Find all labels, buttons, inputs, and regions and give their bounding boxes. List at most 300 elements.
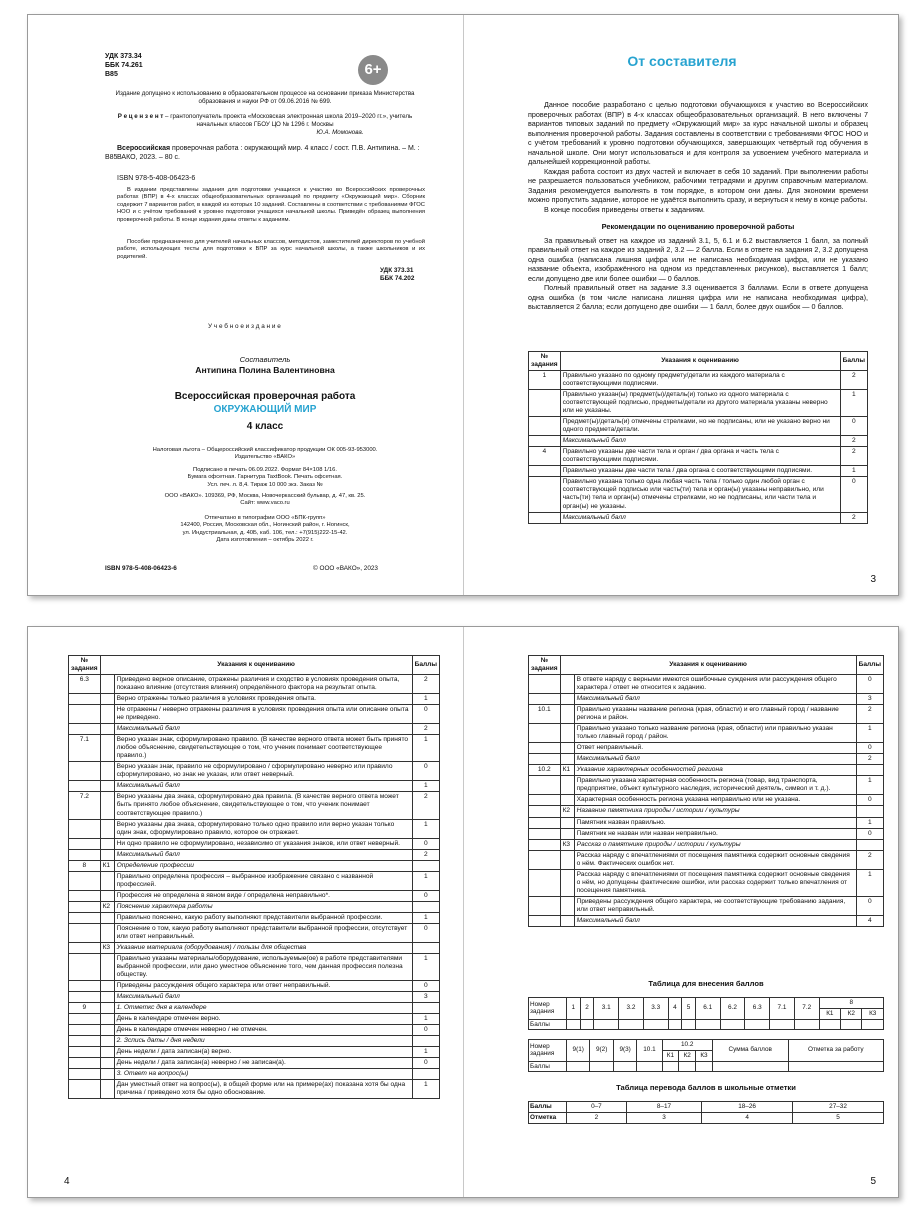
points-cell: 0 — [412, 923, 439, 942]
page-number-4: 4 — [64, 1176, 70, 1187]
score-entry-cell[interactable] — [619, 1019, 644, 1030]
score-entry-cell[interactable] — [637, 1061, 662, 1072]
criterion-cell — [100, 1003, 114, 1014]
final-mark-cell[interactable] — [788, 1061, 883, 1072]
mark-cell: 2 — [567, 1112, 627, 1123]
table-row — [529, 839, 884, 850]
task-number-cell — [69, 981, 101, 992]
points-cell — [412, 860, 439, 871]
task-number-cell — [69, 838, 101, 849]
task-number-cell — [529, 477, 561, 512]
instruction-cell: Характерная особенность региона указана неправильно или не указана. — [574, 795, 856, 806]
table-row — [69, 1036, 440, 1047]
table-row — [529, 466, 868, 477]
bib-code: В85 — [105, 154, 118, 161]
instruction-cell: Предмет(ы)/деталь(и) отмечены стрелками, но не подписаны, или не указано верно ни одного предмета/детали. — [560, 417, 840, 436]
table-row — [69, 901, 440, 912]
instruction-cell: Правильно указаны материалы/оборудование, используемые(ое) в работе представителями выбранной профессии, или дано уместное объяснение того, чем данная профессия полезна обществу. — [114, 953, 412, 980]
grading-table-2 — [68, 655, 440, 1099]
points-cell: 0 — [840, 477, 867, 512]
criterion-cell — [100, 923, 114, 942]
points-cell: 2 — [840, 512, 867, 523]
instruction-cell: Максимальный балл — [114, 992, 412, 1003]
task-number-cell — [529, 817, 561, 828]
points-cell: 1 — [412, 953, 439, 980]
task-number-cell: 1 — [529, 371, 561, 390]
task-number-cell: 4 — [529, 447, 561, 466]
table-row — [69, 871, 440, 890]
table-row — [529, 869, 884, 896]
points-cell: 1 — [412, 912, 439, 923]
instruction-cell: День в календаре отмечен неверно / не отмечен. — [114, 1025, 412, 1036]
criterion-cell — [560, 795, 574, 806]
points-row-header: Баллы — [529, 1019, 567, 1030]
instruction-cell: Рассказ наряду с впечатлениями от посещения памятника содержит основные сведения о нём, но допущены фактические ошибки, или рассказ содержит только впечатления от посещения памятника. — [574, 869, 856, 896]
reviewer-text: – грантополучатель проекта «Московская электронная школа 2019–2020 гг.», учитель начальных классов ГБОУ ЦО № 1296 г. Москвы — [163, 113, 413, 128]
points-range-cell: 0–7 — [567, 1102, 627, 1113]
printer-info — [88, 515, 442, 545]
points-cell: 1 — [856, 817, 883, 828]
task-number-header: Номер задания — [529, 1040, 567, 1062]
instruction-cell: Правильно указаны две части тела и орган / два органа и часть тела с соответствующими подписями. — [560, 447, 840, 466]
table-row — [69, 838, 440, 849]
instruction-cell: Памятник не назван или назван неправильно. — [574, 828, 856, 839]
task-number-cell — [529, 694, 561, 705]
table-row — [69, 981, 440, 992]
table-row — [529, 705, 884, 724]
instruction-cell: Дан уместный ответ на вопрос(ы), в общей форме или на примере(ах) показана хотя бы одна причина / приведено хотя бы одно обоснование. — [114, 1080, 412, 1099]
task-number-cell — [69, 1058, 101, 1069]
print-details — [88, 467, 442, 489]
task-number-cell: 8 — [69, 860, 101, 871]
instruction-cell: Правильно определена профессия – выбранное изображение связано с названной профессией. — [114, 871, 412, 890]
score-entry-cell[interactable] — [643, 1019, 668, 1030]
points-row-header: Баллы — [529, 1061, 567, 1072]
table-row — [69, 675, 440, 694]
task-col-header: 1 — [567, 998, 581, 1020]
col-points: Баллы — [412, 656, 439, 675]
col-instructions: Указания к оцениванию — [100, 656, 412, 675]
task-number-cell — [69, 1014, 101, 1025]
task-number-cell — [529, 743, 561, 754]
criterion-cell — [560, 743, 574, 754]
task-number-cell — [69, 890, 101, 901]
criterion-header: К1 — [662, 1050, 679, 1061]
preface-paragraph-3: В конце пособия приведены ответы к заданиям. — [544, 204, 705, 214]
criterion-header: К3 — [862, 1008, 884, 1019]
task-number-cell — [69, 781, 101, 792]
annotation-2: Пособие предназначено для учителей начальных классов, методистов, заместителей директоров по учебной работе, использующих тесты для подготовки к ВПР за курс начальной школы, а также школьников и их родителей. — [117, 239, 425, 260]
score-entry-cell[interactable] — [696, 1061, 713, 1072]
points-cell: 1 — [840, 466, 867, 477]
table-row — [69, 1047, 440, 1058]
table-row — [69, 1025, 440, 1036]
criterion-cell — [100, 953, 114, 980]
points-cell: 1 — [412, 819, 439, 838]
compiler-text: Антипина Полина Валентиновна — [195, 365, 335, 375]
task-number-cell — [69, 1069, 101, 1080]
bib-title: Всероссийская — [117, 145, 171, 152]
table-row — [529, 436, 868, 447]
instruction-cell: День недели / дата записан(а) неверно / не записан(а). — [114, 1058, 412, 1069]
table-row — [529, 675, 884, 694]
task-number-header: Номер задания — [529, 998, 567, 1020]
table-row — [529, 512, 868, 523]
instruction-cell: День недели / дата записан(а) верно. — [114, 1047, 412, 1058]
criterion-cell — [560, 896, 574, 915]
task-number-cell — [529, 850, 561, 869]
bibliographic-record — [105, 145, 425, 163]
task-col-header: 7.1 — [770, 998, 795, 1020]
points-cell — [856, 765, 883, 776]
score-entry-cell[interactable] — [862, 1019, 884, 1030]
instruction-cell: Правильно указаны название региона (края, области) и его главный город / название региона и район. — [574, 705, 856, 724]
task-col-header: 3.3 — [643, 998, 668, 1020]
recommendations-paragraph-2: Полный правильный ответ на задание 3.3 оценивается 3 баллами. Если в ответе допущена одна ошибка (в том числе написана лишняя цифра или не написана необходимая цифра), выставляется 2 балла; если допущено две ошибки — 1 балл, более двух ошибок — 0 баллов. — [528, 283, 868, 312]
criterion-cell — [100, 724, 114, 735]
table-row — [69, 724, 440, 735]
spread-top — [27, 14, 899, 596]
points-cell: 1 — [840, 390, 867, 417]
task-number-cell — [529, 417, 561, 436]
udk-block-2 — [380, 267, 414, 283]
grading-table-3 — [528, 655, 884, 927]
table-row — [529, 817, 884, 828]
points-cell: 2 — [412, 724, 439, 735]
instruction-cell: Верно указан знак, правило не сформулировано / сформулировано неверно или правило сформулировано, но знак не указан, или ответ неверный. — [114, 762, 412, 781]
table-row — [529, 806, 884, 817]
instruction-cell: В ответе наряду с верными имеются ошибочные суждения или рассуждения общего характера / ответ не относится к заданию. — [574, 675, 856, 694]
points-cell: 1 — [412, 871, 439, 890]
criterion-cell — [560, 776, 574, 795]
points-cell: 0 — [412, 705, 439, 724]
task-col-header: 6.3 — [745, 998, 770, 1020]
preface-page — [464, 15, 900, 595]
task-10-2-header: 10.2 — [662, 1040, 712, 1051]
score-entry-cell[interactable] — [662, 1061, 679, 1072]
instruction-cell: Не отражены / неверно отражены различия в условиях проведения опыта или описание опыта не приведено. — [114, 705, 412, 724]
reviewer-label: Р е ц е н з е н т — [117, 113, 164, 120]
print-line-3: Усл. печ. л. 8,4. Тираж 10 000 экз. Заказ № — [207, 481, 323, 488]
udk-block — [105, 53, 143, 80]
page-number-5: 5 — [870, 1176, 876, 1187]
grade-title: 4 класс — [246, 421, 284, 432]
criterion-cell: К2 — [560, 806, 574, 817]
task-number-cell — [69, 819, 101, 838]
instruction-cell: Указание характерных особенностей региона — [574, 765, 856, 776]
final-mark-header: Отметка за работу — [788, 1040, 883, 1062]
score-entry-cell[interactable] — [613, 1061, 636, 1072]
task-number-cell — [529, 390, 561, 417]
score-entry-cell[interactable] — [682, 1019, 696, 1030]
criterion-cell — [560, 817, 574, 828]
criterion-cell — [100, 992, 114, 1003]
task-number-cell: 7.1 — [69, 735, 101, 762]
task-number-cell — [69, 694, 101, 705]
points-cell: 0 — [856, 795, 883, 806]
mark-cell: 4 — [702, 1112, 793, 1123]
table-row — [69, 890, 440, 901]
table-row — [69, 819, 440, 838]
table-row — [529, 390, 868, 417]
points-cell: 2 — [856, 850, 883, 869]
grade-conversion-table — [528, 1101, 884, 1124]
points-cell: 0 — [412, 890, 439, 901]
task-number-cell — [69, 705, 101, 724]
instruction-cell: День в календаре отмечен верно. — [114, 1014, 412, 1025]
task-number-cell: 10.2 — [529, 765, 561, 776]
points-cell: 2 — [840, 436, 867, 447]
instruction-cell: Правильно указано по одному предмету/детали из каждого материала с соответствующими подписями. — [560, 371, 840, 390]
points-cell — [412, 901, 439, 912]
task-number-cell — [69, 912, 101, 923]
task-number-cell — [529, 675, 561, 694]
main-title: Всероссийская проверочная работа — [174, 391, 356, 402]
instruction-cell: Ответ неправильный. — [574, 743, 856, 754]
points-cell: 1 — [412, 735, 439, 762]
score-entry-cell[interactable] — [770, 1019, 795, 1030]
instruction-cell: Максимальный балл — [574, 694, 856, 705]
task-8-header: 8 — [819, 998, 883, 1009]
criterion-cell: К1 — [100, 860, 114, 871]
instruction-cell: Максимальный балл — [114, 724, 412, 735]
instruction-cell: Правильно указан(ы) предмет(ы)/деталь(и) только из одного материала с соответствующей подписью, предметы/детали из другого материала указаны неверно или не указаны. — [560, 390, 840, 417]
score-entry-cell[interactable] — [695, 1019, 720, 1030]
criterion-cell — [100, 735, 114, 762]
task-number-cell: 6.3 — [69, 675, 101, 694]
points-cell: 2 — [840, 371, 867, 390]
task-number-cell — [529, 436, 561, 447]
points-cell: 3 — [856, 694, 883, 705]
task-number-cell — [69, 923, 101, 942]
score-entry-cell[interactable] — [679, 1061, 696, 1072]
task-number-cell — [69, 953, 101, 980]
table-row — [529, 447, 868, 466]
score-entry-cell[interactable] — [580, 1019, 594, 1030]
instruction-cell: Максимальный балл — [560, 512, 840, 523]
col-points: Баллы — [856, 656, 883, 675]
criterion-header: К1 — [819, 1008, 840, 1019]
score-entry-cell[interactable] — [819, 1019, 840, 1030]
mark-cell: 5 — [793, 1112, 884, 1123]
task-number-cell — [69, 871, 101, 890]
compiler-name — [105, 365, 425, 376]
task-number-cell — [529, 915, 561, 926]
points-cell — [856, 806, 883, 817]
criterion-cell — [560, 724, 574, 743]
task-number-cell — [529, 795, 561, 806]
table-row — [529, 417, 868, 436]
instruction-cell: Верно указаны два знака, сформулировано только одно правило или верно указан только один знак, сформулировано правило, которое он отражает. — [114, 819, 412, 838]
points-cell — [412, 1036, 439, 1047]
table-row — [69, 849, 440, 860]
total-header: Сумма баллов — [712, 1040, 788, 1062]
points-cell: 3 — [412, 992, 439, 1003]
criterion-cell — [560, 705, 574, 724]
grading-table-1 — [528, 351, 868, 524]
task-col-header: 9(1) — [567, 1040, 590, 1062]
score-entry-cell[interactable] — [720, 1019, 745, 1030]
criterion-cell — [100, 694, 114, 705]
table-row — [69, 942, 440, 953]
task-number-cell — [529, 512, 561, 523]
task-number-cell — [529, 839, 561, 850]
task-number-cell — [529, 466, 561, 477]
points-cell: 0 — [856, 675, 883, 694]
table-row — [69, 923, 440, 942]
points-range-cell: 27–32 — [793, 1102, 884, 1113]
subject-title: ОКРУЖАЮЩИЙ МИР — [213, 404, 317, 415]
scores-table-caption: Таблица для внесения баллов — [648, 979, 764, 988]
printer-line-1: Отпечатано в типографии ООО «БПК-групп» — [204, 515, 326, 521]
task-number-cell — [69, 1047, 101, 1058]
printer-line-2: 142400, Россия, Московская обл., Ногинский район, г. Ногинск, — [180, 522, 350, 529]
criterion-cell — [100, 981, 114, 992]
criterion-cell — [100, 1025, 114, 1036]
conversion-table-caption: Таблица перевода баллов в школьные отметки — [616, 1083, 796, 1092]
criterion-cell — [560, 694, 574, 705]
points-label: Баллы — [529, 1102, 567, 1113]
points-cell: 0 — [856, 896, 883, 915]
task-col-header: 2 — [580, 998, 594, 1020]
task-number-cell — [69, 901, 101, 912]
points-cell — [856, 839, 883, 850]
points-cell: 0 — [856, 743, 883, 754]
score-entry-cell[interactable] — [590, 1061, 613, 1072]
score-entry-cell[interactable] — [841, 1019, 862, 1030]
criterion-cell — [100, 912, 114, 923]
instruction-cell: 1. Отметкс дня в календере — [114, 1003, 412, 1014]
printer-line-3: ул. Индустриальная, д. 40Б, каб. 106, тел.: +7(915)222-15-42. — [182, 529, 348, 536]
task-number-cell — [69, 849, 101, 860]
task-number-cell — [529, 828, 561, 839]
criterion-cell — [560, 675, 574, 694]
scores-entry-table-2 — [528, 1039, 884, 1072]
instruction-cell: Правильно указана характерная особенность региона (товар, вид транспорта, предприятие, объект культурного наследия, исторический деятель, символ и т. д.). — [574, 776, 856, 795]
criterion-header: К3 — [696, 1050, 713, 1061]
bib-rest: проверочная работа : окружающий мир. 4 класс / сост. П.В. Антипина. – М. : ВАКО, 2023. – 80 с. — [117, 145, 420, 161]
score-entry-cell[interactable] — [794, 1019, 819, 1030]
book-code: В85 — [105, 70, 118, 78]
points-cell — [412, 942, 439, 953]
points-cell: 1 — [412, 1080, 439, 1099]
criterion-cell — [560, 915, 574, 926]
points-cell: 0 — [412, 762, 439, 781]
instruction-cell: Верно указаны два знака, сформулировано два правила. (В качестве верного ответа может быть принято любое объяснение, свидетельствующее о том, что ученик понимает соответствующее правило.) — [114, 792, 412, 819]
website-line: Сайт: www.vaco.ru — [240, 500, 290, 507]
col-instructions: Указания к оцениванию — [560, 352, 840, 371]
points-cell: 2 — [856, 754, 883, 765]
task-number-cell — [529, 806, 561, 817]
address-line-1: ООО «ВАКО». 109369, РФ, Москва, Новочеркасский бульвар, д. 47, кв. 25. — [164, 493, 366, 499]
instruction-cell: Рассказ наряду с впечатлениями от посещения памятника содержит основные сведения о нём. Фактических ошибок нет. — [574, 850, 856, 869]
score-entry-cell[interactable] — [567, 1019, 581, 1030]
table-row — [529, 850, 884, 869]
table-row — [69, 953, 440, 980]
criterion-cell: К3 — [560, 839, 574, 850]
criterion-cell — [560, 754, 574, 765]
instruction-cell: Памятник назван правильно. — [574, 817, 856, 828]
instruction-cell: Правильно указано только название региона (края, области) или правильно указан только главный город / район. — [574, 724, 856, 743]
points-cell: 4 — [856, 915, 883, 926]
publisher-address — [88, 493, 442, 508]
task-col-header: 7.2 — [794, 998, 819, 1020]
table-row — [69, 762, 440, 781]
imprint-page — [28, 15, 463, 595]
points-cell: 2 — [840, 447, 867, 466]
table-row — [69, 694, 440, 705]
points-cell: 1 — [856, 724, 883, 743]
instruction-cell: Пояснение о том, какую работу выполняют представители выбранной профессии, отсутствует или ответ неправильный. — [114, 923, 412, 942]
preface-paragraph-1: Данное пособие разработано с целью подготовки обучающихся к участию во Всероссийских проверочных работах (ВПР) в 4-х классах общеобразовательных организаций. В него включены 7 вариантов типовых заданий по предмету «Окружающий мир» за курс начальной школы и образец выполнения проверочной работы. Задания составлены в соответствии с требованиями ФГОС НОО и с учётом требований к уровню подготовки обучающихся, завершающих четвёртый год обучения в начальной школе. Они могут использоваться и для контроля за усвоением учебного материала и дальнейшей коррекционной работы. — [528, 100, 868, 166]
criterion-header: К2 — [841, 1008, 862, 1019]
table-row — [69, 1058, 440, 1069]
table-row — [69, 1014, 440, 1025]
col-task-number: № задания — [69, 656, 101, 675]
score-entry-cell[interactable] — [745, 1019, 770, 1030]
criterion-cell — [100, 819, 114, 838]
instruction-cell: Максимальный балл — [560, 436, 840, 447]
table-row — [529, 754, 884, 765]
bbk-2: ББК 74.202 — [380, 275, 415, 283]
task-col-header: 5 — [682, 998, 696, 1020]
instruction-cell: Максимальный балл — [574, 915, 856, 926]
table-row — [69, 792, 440, 819]
criterion-cell — [100, 1014, 114, 1025]
task-number-cell — [529, 724, 561, 743]
instruction-cell: Пояснение характера работы — [114, 901, 412, 912]
age-rating-badge: 6+ — [358, 55, 388, 85]
instruction-cell: Приведено верное описание, отражены различия и сходство в условиях проведения опыта, показано влияние (отсутствия влияния) определённого фактора на результат опыта. — [114, 675, 412, 694]
points-cell: 1 — [412, 694, 439, 705]
total-cell[interactable] — [712, 1061, 788, 1072]
task-number-cell — [529, 776, 561, 795]
points-cell: 0 — [412, 838, 439, 849]
task-col-header: 3.2 — [619, 998, 644, 1020]
points-cell: 2 — [856, 705, 883, 724]
points-range-cell: 18–26 — [702, 1102, 793, 1113]
preface-paragraph-2: Каждая работа состоит из двух частей и включает в себя 10 заданий. При выполнении работы не разрешается пользоваться учебником, рабочими тетрадями и другим справочным материалом. Задания рекомендуется выполнять в том порядке, в котором они даны. Для экономии времени можно пропустить задание, которое не удаётся выполнить сразу, и вернуться к нему в конце работы. — [528, 166, 868, 204]
reviewer-note — [105, 113, 425, 137]
copyright: © ООО «ВАКО», 2023 — [313, 565, 378, 572]
reviewer-name: Ю.А. Момонова. — [316, 128, 364, 136]
points-range-cell: 8–17 — [626, 1102, 701, 1113]
tax-text: Налоговая льгота – Общероссийский классификатор продукции ОК 005-93-953000. — [152, 447, 378, 453]
instruction-cell: Правильно пояснено, какую работу выполняют представители выбранной профессии. — [114, 912, 412, 923]
col-task-number: № задания — [529, 352, 561, 371]
score-entry-cell[interactable] — [668, 1019, 682, 1030]
recommendations-heading: Рекомендации по оцениванию проверочной работы — [601, 222, 795, 231]
score-entry-cell[interactable] — [567, 1061, 590, 1072]
points-cell: 1 — [856, 869, 883, 896]
task-number-cell — [529, 754, 561, 765]
instruction-cell: 2. Зспись даты / дня недели — [114, 1036, 412, 1047]
udk-2: УДК 373.31 — [380, 267, 414, 274]
score-entry-cell[interactable] — [594, 1019, 619, 1030]
criterion-cell — [100, 1080, 114, 1099]
table-row — [529, 795, 884, 806]
col-task-number: № задания — [529, 656, 561, 675]
criterion-cell — [100, 849, 114, 860]
criterion-cell: К2 — [100, 901, 114, 912]
col-instructions: Указания к оцениванию — [560, 656, 856, 675]
task-col-header: 3.1 — [594, 998, 619, 1020]
table-row — [69, 912, 440, 923]
bbk: ББК 74.261 — [105, 61, 143, 69]
table-row — [529, 776, 884, 795]
criterion-cell — [100, 1036, 114, 1047]
table-row — [529, 743, 884, 754]
